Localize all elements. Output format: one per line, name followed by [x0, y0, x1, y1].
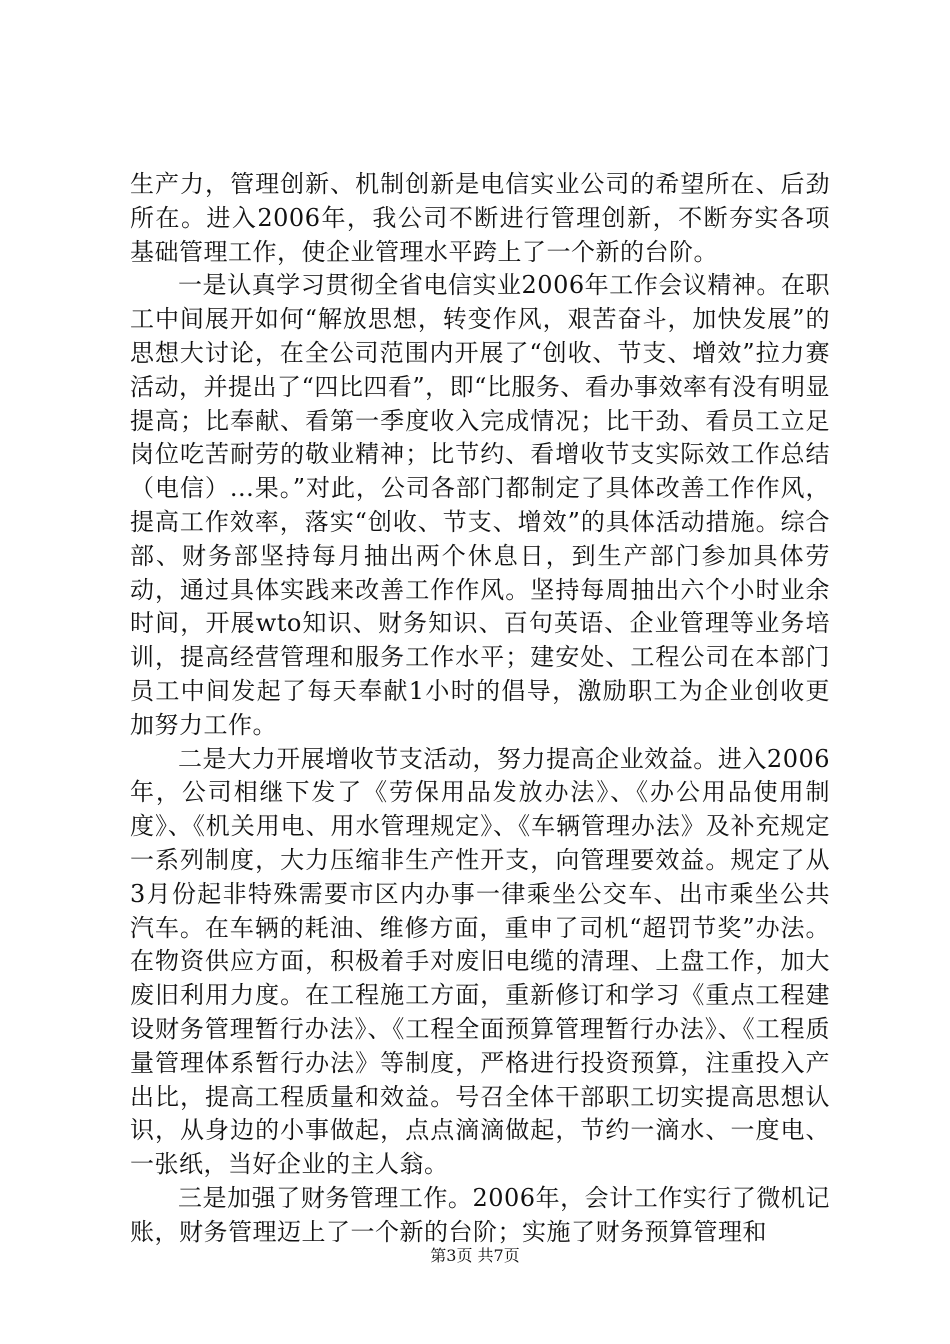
- paragraph-point-two: 二是大力开展增收节支活动，努力提高企业效益。进入2006年，公司相继下发了《劳保用品发放办法》、《办公用品使用制度》、《机关用电、用水管理规定》、《车辆管理办法》及补充规定一系列制度，大力压缩非生产性开支，向管理要效益。规定了从3月份起非特殊需要市区内办事一律乘坐公交车、出市乘坐公共汽车。在车辆的耗油、维修方面，重申了司机“超罚节奖”办法。在物资供应方面，积极着手对废旧电缆的清理、上盘工作，加大废旧利用力度。在工程施工方面，重新修订和学习《重点工程建设财务管理暂行办法》、《工程全面预算管理暂行办法》、《工程质量管理体系暂行办法》等制度，严格进行投资预算，注重投入产出比，提高工程质量和效益。号召全体干部职工切实提高思想认识，从身边的小事做起，点点滴滴做起，节约一滴水、一度电、一张纸，当好企业的主人翁。: [130, 744, 830, 1179]
- paragraph-intro: 生产力，管理创新、机制创新是电信实业公司的希望所在、后劲所在。进入2006年，我公司不断进行管理创新，不断夯实各项基础管理工作，使企业管理水平跨上了一个新的台阶。: [130, 170, 830, 266]
- document-body: [130, 168, 830, 1250]
- paragraph-point-three: 三是加强了财务管理工作。2006年，会计工作实行了微机记账，财务管理迈上了一个新的台阶；实施了财务预算管理和: [130, 1183, 830, 1246]
- paragraph-point-one: 一是认真学习贯彻全省电信实业2006年工作会议精神。在职工中间展开如何“解放思想，转变作风，艰苦奋斗，加快发展”的思想大讨论，在全公司范围内开展了“创收、节支、增效”拉力赛活动，并提出了“四比四看”，即“比服务、看办事效率有没有明显提高；比奉献、看第一季度收入完成情况；比干劲、看员工立足岗位吃苦耐劳的敬业精神；比节约、看增收节支实际效工作总结（电信）...果。”对此，公司各部门都制定了具体改善工作作风，提高工作效率，落实“创收、节支、增效”的具体活动措施。综合部、财务部坚持每月抽出两个休息日，到生产部门参加具体劳动，通过具体实践来改善工作作风。坚持每周抽出六个小时业余时间，开展wto知识、财务知识、百句英语、企业管理等业务培训，提高经营管理和服务工作水平；建安处、工程公司在本部门员工中间发起了每天奉献1小时的倡导，激励职工为企业创收更加努力工作。: [130, 271, 830, 739]
- page-number-footer: 第3页 共7页: [430, 1246, 520, 1265]
